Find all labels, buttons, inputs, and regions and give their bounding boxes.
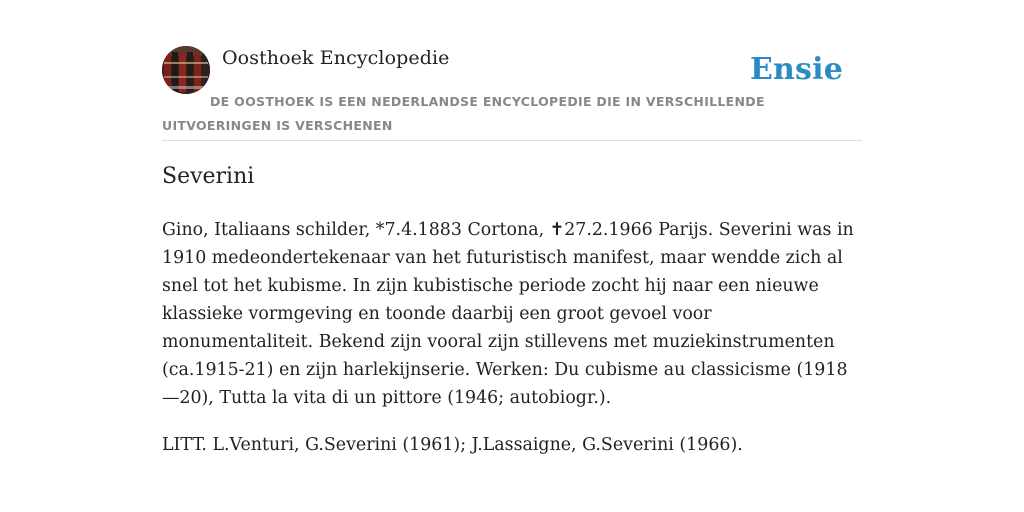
article-references: LITT. L.Venturi, G.Severini (1961); J.Lassaigne, G.Severini (1966).: [162, 435, 743, 455]
article-title: Severini: [162, 164, 255, 189]
site-tagline: DE OOSTHOEK IS EEN NEDERLANDSE ENCYCLOPEDIE DIE IN VERSCHILLENDE UITVOERINGEN IS VERSCHENEN: [162, 94, 765, 133]
site-name[interactable]: Oosthoek Encyclopedie: [222, 47, 450, 69]
site-header: [162, 46, 862, 141]
book-spines-icon[interactable]: [162, 46, 210, 94]
article-body: Gino, Italiaans schilder, *7.4.1883 Cortona, ✝27.2.1966 Parijs. Severini was in 1910 medeondertekenaar van het futuristisch manifest, maar wendde zich al snel tot het kubisme. In zijn kubistische periode zocht hij naar een nieuwe klassieke vormgeving en toonde daarbij een groot gevoel voor monumentaliteit. Bekend zijn vooral zijn stillevens met muziekinstrumenten (ca.1915-21) en zijn harlekijnserie. Werken: Du cubisme au classicisme (1918—20), Tutta la vita di un pittore (1946; autobiogr.).: [162, 220, 854, 408]
brand-logo[interactable]: Ensie: [749, 52, 843, 87]
